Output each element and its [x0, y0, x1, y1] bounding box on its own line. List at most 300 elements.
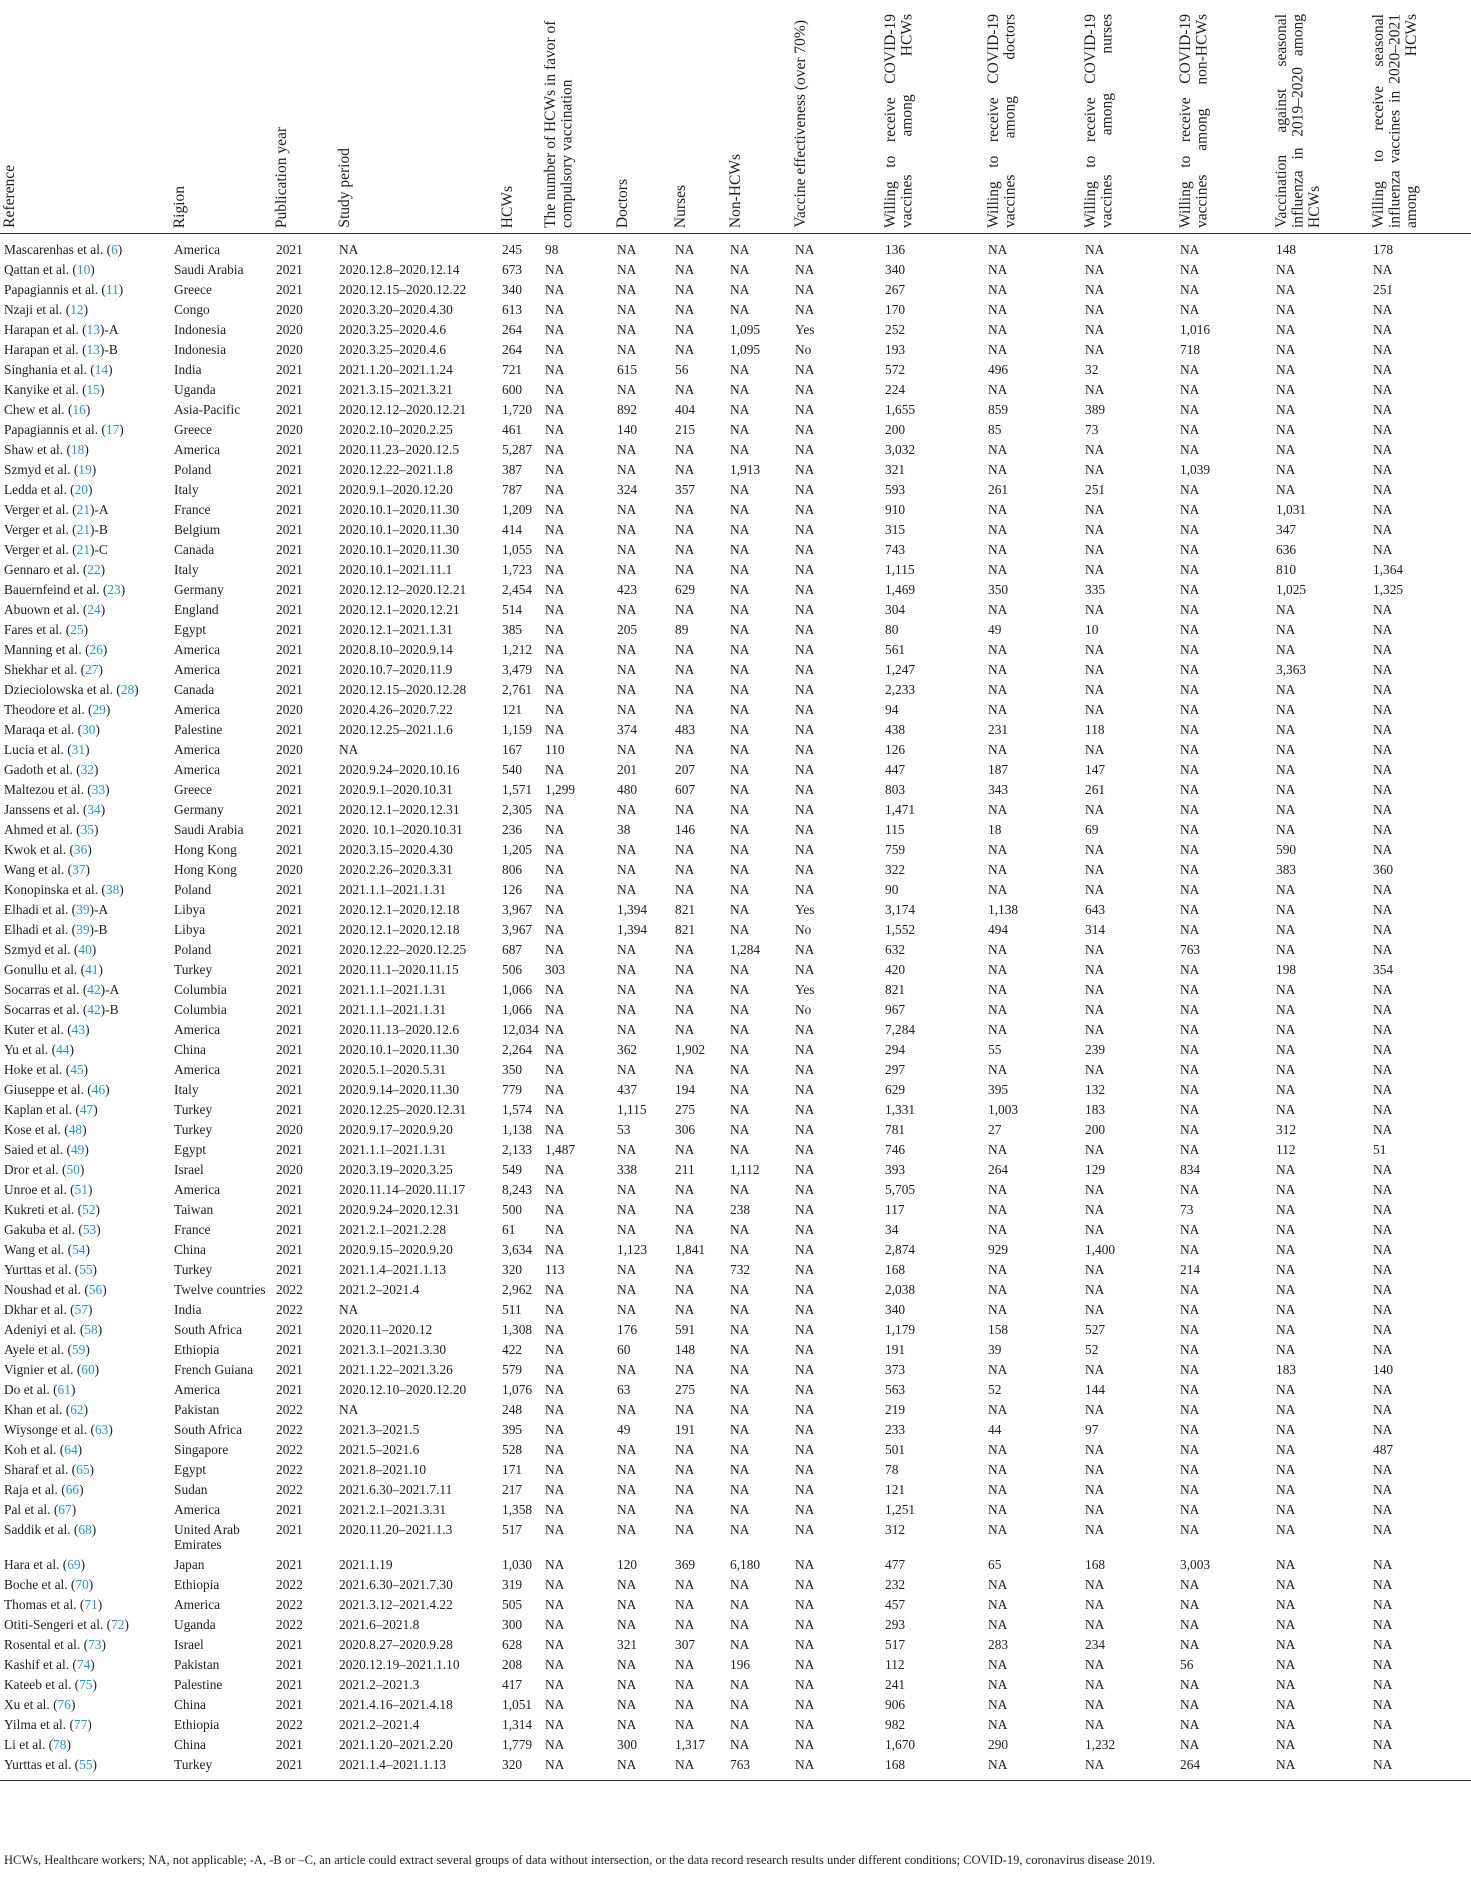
- table-cell: NA: [1373, 1577, 1393, 1592]
- citation-link[interactable]: 37: [72, 862, 86, 877]
- table-cell: 2020.3.20–2020.4.30: [339, 302, 453, 317]
- reference-cell: [0, 1675, 170, 1695]
- table-cell: NA: [617, 1282, 637, 1297]
- table-row: [0, 600, 1471, 620]
- table-cell: NA: [1276, 1222, 1296, 1237]
- table-cell: NA: [1373, 462, 1393, 477]
- table-cell: NA: [1085, 1502, 1105, 1517]
- citation-link[interactable]: 12: [70, 302, 84, 317]
- table-cell: 2020.9.15–2020.9.20: [339, 1242, 453, 1257]
- citation-link[interactable]: 14: [94, 362, 109, 377]
- table-cell: 2020.11.13–2020.12.6: [339, 1022, 460, 1037]
- citation-link[interactable]: 34: [87, 802, 101, 817]
- reference-author: Mascarenhas et al. (: [4, 242, 112, 257]
- region-cell: Uganda: [174, 382, 216, 397]
- table-cell: 643: [1085, 902, 1106, 917]
- table-cell: NA: [617, 1442, 637, 1457]
- table-cell: NA: [730, 1422, 750, 1437]
- table-cell: 168: [1085, 1557, 1106, 1572]
- citation-link[interactable]: 47: [79, 1102, 94, 1117]
- table-cell: NA: [545, 582, 565, 597]
- table-cell: 385: [502, 622, 523, 637]
- table-footnote: HCWs, Healthcare workers; NA, not applicable; -A, -B or –C, an article could extract several groups of data without intersection, or the data record research results under different conditions; COVID-19, coronavirus disease 2019.: [4, 1853, 1156, 1867]
- table-cell: NA: [795, 1597, 815, 1612]
- table-cell: 211: [675, 1162, 695, 1177]
- citation-link[interactable]: 23: [107, 582, 121, 597]
- table-cell: 2,233: [885, 682, 916, 697]
- table-cell: NA: [988, 1597, 1008, 1612]
- table-cell: NA: [795, 1557, 815, 1572]
- table-cell: 395: [502, 1422, 523, 1437]
- table-cell: NA: [675, 242, 695, 257]
- reference-author: Dkhar et al. (: [4, 1302, 75, 1317]
- table-cell: 90: [885, 882, 899, 897]
- table-cell: NA: [1085, 1577, 1105, 1592]
- table-row: [0, 1200, 1471, 1220]
- citation-link[interactable]: 35: [80, 822, 94, 837]
- table-cell: 2020: [276, 302, 303, 317]
- citation-link[interactable]: 76: [57, 1697, 71, 1712]
- table-cell: NA: [1373, 1657, 1393, 1672]
- table-cell: 85: [988, 422, 1002, 437]
- table-cell: 373: [885, 1362, 906, 1377]
- table-cell: NA: [988, 1482, 1008, 1497]
- table-cell: NA: [617, 282, 637, 297]
- table-cell: NA: [795, 522, 815, 537]
- table-cell: NA: [795, 802, 815, 817]
- citation-link[interactable]: 17: [105, 422, 120, 437]
- table-cell: 2021: [276, 1502, 303, 1517]
- region-cell: Belgium: [174, 522, 221, 537]
- reference-suffix: ): [83, 1402, 89, 1417]
- table-cell: NA: [1276, 422, 1296, 437]
- table-cell: NA: [1085, 642, 1105, 657]
- citation-link[interactable]: 13: [86, 342, 100, 357]
- reference-author: Nzaji et al. (: [4, 302, 71, 317]
- table-cell: NA: [545, 302, 565, 317]
- table-cell: 1,317: [675, 1737, 706, 1752]
- table-cell: NA: [1373, 1737, 1393, 1752]
- citation-link[interactable]: 19: [78, 462, 92, 477]
- table-cell: 2,264: [502, 1042, 533, 1057]
- citation-link[interactable]: 74: [76, 1657, 91, 1672]
- table-cell: NA: [675, 1697, 695, 1712]
- citation-link[interactable]: 72: [111, 1617, 125, 1632]
- table-cell: 275: [675, 1382, 696, 1397]
- reference-suffix: ): [91, 462, 97, 477]
- citation-link[interactable]: 21: [76, 522, 91, 537]
- table-cell: NA: [988, 342, 1008, 357]
- citation-link[interactable]: 51: [74, 1182, 89, 1197]
- table-cell: 2021.1.19: [339, 1557, 393, 1572]
- citation-link[interactable]: 50: [66, 1162, 80, 1177]
- region-cell: China: [174, 1242, 206, 1257]
- table-cell: NA: [545, 1502, 565, 1517]
- reference-author: Manning et al. (: [4, 642, 90, 657]
- citation-link[interactable]: 44: [56, 1042, 70, 1057]
- table-cell: 2020.10.7–2020.11.9: [339, 662, 453, 677]
- table-row: [0, 1120, 1471, 1140]
- table-row: [0, 1260, 1471, 1280]
- citation-link[interactable]: 67: [58, 1502, 72, 1517]
- table-cell: NA: [545, 522, 565, 537]
- table-cell: 191: [885, 1342, 906, 1357]
- citation-link[interactable]: 32: [80, 762, 94, 777]
- table-cell: NA: [988, 262, 1008, 277]
- table-cell: NA: [1276, 1522, 1296, 1537]
- citation-link[interactable]: 63: [94, 1422, 109, 1437]
- region-cell: America: [174, 442, 221, 457]
- table-row: [0, 620, 1471, 640]
- citation-link[interactable]: 45: [70, 1062, 84, 1077]
- reference-cell: [0, 1220, 170, 1240]
- region-cell: Germany: [174, 802, 224, 817]
- table-cell: NA: [1180, 862, 1200, 877]
- region-cell: India: [174, 1302, 202, 1317]
- citation-link[interactable]: 11: [105, 282, 119, 297]
- reference-suffix: ): [102, 642, 108, 657]
- table-row: [0, 1480, 1471, 1500]
- table-cell: 1,247: [885, 662, 916, 677]
- table-cell: NA: [675, 342, 695, 357]
- table-cell: NA: [675, 1302, 695, 1317]
- table-cell: 65: [988, 1557, 1002, 1572]
- table-cell: NA: [1085, 282, 1105, 297]
- reference-suffix: ): [85, 402, 91, 417]
- table-cell: NA: [795, 1362, 815, 1377]
- citation-link[interactable]: 40: [78, 942, 92, 957]
- table-cell: 170: [885, 302, 906, 317]
- citation-link[interactable]: 10: [76, 262, 91, 277]
- table-cell: 718: [1180, 342, 1201, 357]
- citation-link[interactable]: 46: [91, 1082, 106, 1097]
- table-cell: NA: [545, 1577, 565, 1592]
- table-cell: NA: [795, 642, 815, 657]
- table-cell: 2020.3.15–2020.4.30: [339, 842, 453, 857]
- reference-cell: [0, 1380, 170, 1400]
- citation-link[interactable]: 25: [70, 622, 84, 637]
- table-cell: 2020: [276, 1122, 303, 1137]
- table-cell: NA: [1180, 1022, 1200, 1037]
- reference-suffix: )-B: [90, 522, 108, 537]
- citation-link[interactable]: 65: [76, 1462, 90, 1477]
- region-cell: America: [174, 1062, 221, 1077]
- table-cell: 2021: [276, 1022, 303, 1037]
- reference-cell: [0, 640, 170, 660]
- table-cell: NA: [1180, 482, 1200, 497]
- table-cell: 2021: [276, 762, 303, 777]
- citation-link[interactable]: 16: [72, 402, 86, 417]
- table-cell: 2021.3–2021.5: [339, 1422, 420, 1437]
- table-cell: 343: [988, 782, 1009, 797]
- table-cell: 2021: [276, 382, 303, 397]
- table-cell: 293: [885, 1617, 906, 1632]
- reference-author: Kwok et al. (: [4, 842, 74, 857]
- reference-suffix: ): [66, 1737, 71, 1752]
- table-cell: NA: [988, 1617, 1008, 1632]
- table-cell: 2020: [276, 702, 303, 717]
- citation-link[interactable]: 60: [81, 1362, 95, 1377]
- citation-link[interactable]: 69: [67, 1557, 81, 1572]
- table-cell: 2021: [276, 802, 303, 817]
- citation-link[interactable]: 53: [82, 1222, 97, 1237]
- citation-link[interactable]: 22: [87, 562, 101, 577]
- table-cell: 806: [502, 862, 523, 877]
- table-cell: NA: [1276, 1697, 1296, 1712]
- table-cell: 140: [617, 422, 638, 437]
- citation-link[interactable]: 38: [105, 882, 120, 897]
- col-header-willing-nurses: Willing to receive COVID-19 vaccines among nurses: [1081, 6, 1176, 234]
- table-cell: NA: [1180, 1242, 1200, 1257]
- table-cell: NA: [730, 1442, 750, 1457]
- reference-author: Shekhar et al. (: [4, 662, 86, 677]
- table-cell: NA: [339, 242, 359, 257]
- table-cell: NA: [1373, 262, 1393, 277]
- reference-cell: [0, 380, 170, 400]
- citation-link[interactable]: 31: [71, 742, 86, 757]
- table-cell: 217: [502, 1482, 523, 1497]
- table-cell: NA: [730, 1577, 750, 1592]
- table-cell: NA: [545, 282, 565, 297]
- table-cell: 261: [1085, 782, 1106, 797]
- reference-author: Bauernfeind et al. (: [4, 582, 108, 597]
- table-row: [0, 1140, 1471, 1160]
- region-cell: America: [174, 762, 221, 777]
- table-cell: 572: [885, 362, 906, 377]
- citation-link[interactable]: 39: [76, 922, 90, 937]
- table-cell: NA: [675, 502, 695, 517]
- citation-link[interactable]: 59: [71, 1342, 86, 1357]
- region-cell: America: [174, 1597, 221, 1612]
- table-cell: 1,115: [885, 562, 915, 577]
- col-header-willing-doctors: Willing to receive COVID-19 vaccines among doctors: [984, 6, 1081, 234]
- reference-cell: [0, 1120, 170, 1140]
- citation-link[interactable]: 20: [74, 482, 89, 497]
- table-cell: 2020.12.22–2021.1.8: [339, 462, 453, 477]
- reference-author: Elhadi et al. (: [4, 902, 77, 917]
- table-cell: 267: [885, 282, 906, 297]
- table-cell: NA: [545, 562, 565, 577]
- table-cell: NA: [795, 1382, 815, 1397]
- table-cell: 2021: [276, 522, 303, 537]
- table-cell: NA: [1373, 822, 1393, 837]
- table-cell: NA: [988, 1677, 1008, 1692]
- citation-link[interactable]: 64: [64, 1442, 78, 1457]
- table-row: [0, 1440, 1471, 1460]
- table-cell: NA: [617, 862, 637, 877]
- citation-link[interactable]: 26: [89, 642, 103, 657]
- table-cell: NA: [1276, 902, 1296, 917]
- table-cell: 208: [502, 1657, 523, 1672]
- citation-link[interactable]: 66: [65, 1482, 80, 1497]
- citation-link[interactable]: 29: [92, 702, 106, 717]
- table-cell: NA: [1373, 1202, 1393, 1217]
- table-cell: NA: [730, 1122, 750, 1137]
- citation-link[interactable]: 54: [72, 1242, 86, 1257]
- table-cell: 2020: [276, 422, 303, 437]
- citation-link[interactable]: 43: [71, 1022, 86, 1037]
- table-cell: NA: [545, 1002, 565, 1017]
- citation-link[interactable]: 39: [76, 902, 90, 917]
- reference-cell: [0, 1140, 170, 1160]
- table-cell: 2021: [276, 1102, 303, 1117]
- citation-link[interactable]: 30: [82, 722, 96, 737]
- table-cell: NA: [988, 962, 1008, 977]
- table-cell: NA: [545, 1462, 565, 1477]
- reference-author: Koh et al. (: [4, 1442, 65, 1457]
- citation-link[interactable]: 55: [79, 1262, 93, 1277]
- table-cell: NA: [795, 782, 815, 797]
- citation-link[interactable]: 70: [75, 1577, 89, 1592]
- citation-link[interactable]: 68: [78, 1522, 92, 1537]
- table-cell: NA: [1276, 1382, 1296, 1397]
- table-cell: NA: [675, 1142, 695, 1157]
- table-cell: NA: [675, 882, 695, 897]
- citation-link[interactable]: 71: [84, 1597, 98, 1612]
- reference-cell: [0, 720, 170, 740]
- table-cell: NA: [617, 962, 637, 977]
- region-cell: Canada: [174, 682, 215, 697]
- table-row: [0, 1160, 1471, 1180]
- table-cell: NA: [988, 1062, 1008, 1077]
- table-cell: NA: [1276, 1677, 1296, 1692]
- region-cell: Poland: [174, 462, 212, 477]
- citation-link[interactable]: 27: [85, 662, 99, 677]
- table-row: [0, 1180, 1471, 1200]
- table-cell: NA: [675, 662, 695, 677]
- table-cell: 300: [617, 1737, 638, 1752]
- table-cell: NA: [1085, 442, 1105, 457]
- table-cell: NA: [675, 1402, 695, 1417]
- citation-link[interactable]: 42: [87, 982, 101, 997]
- reference-suffix: ): [87, 1717, 92, 1732]
- table-cell: NA: [1085, 802, 1105, 817]
- reference-suffix: ): [84, 1142, 89, 1157]
- citation-link[interactable]: 21: [76, 542, 91, 557]
- table-row: [0, 960, 1471, 980]
- citation-link[interactable]: 18: [70, 442, 85, 457]
- region-cell: Greece: [174, 282, 212, 297]
- table-cell: NA: [988, 282, 1008, 297]
- reference-cell: [0, 1040, 170, 1060]
- table-cell: NA: [617, 1462, 637, 1477]
- table-cell: NA: [988, 1462, 1008, 1477]
- table-row: [0, 1020, 1471, 1040]
- citation-link[interactable]: 28: [120, 682, 135, 697]
- table-cell: 2021: [276, 1657, 303, 1672]
- citation-link[interactable]: 52: [82, 1202, 96, 1217]
- table-cell: 369: [675, 1557, 696, 1572]
- citation-link[interactable]: 77: [73, 1717, 88, 1732]
- table-cell: NA: [1180, 1502, 1200, 1517]
- citation-link[interactable]: 41: [85, 962, 99, 977]
- table-row: [0, 1360, 1471, 1380]
- citation-link[interactable]: 42: [87, 1002, 101, 1017]
- table-cell: 2020.11.23–2020.12.5: [339, 442, 460, 457]
- table-cell: 2021: [276, 1242, 303, 1257]
- table-cell: NA: [1085, 1442, 1105, 1457]
- citation-link[interactable]: 13: [86, 322, 100, 337]
- table-cell: NA: [617, 942, 637, 957]
- table-cell: NA: [1085, 1677, 1105, 1692]
- reference-suffix: ): [95, 722, 100, 737]
- table-cell: NA: [675, 802, 695, 817]
- table-cell: NA: [1180, 382, 1200, 397]
- citation-link[interactable]: 33: [91, 782, 106, 797]
- table-cell: 2022: [276, 1302, 303, 1317]
- citation-link[interactable]: 49: [70, 1142, 85, 1157]
- table-cell: 2021: [276, 562, 303, 577]
- table-cell: NA: [545, 922, 565, 937]
- table-cell: NA: [1180, 1142, 1200, 1157]
- table-cell: 1,076: [502, 1382, 533, 1397]
- citation-link[interactable]: 56: [88, 1282, 103, 1297]
- citation-link[interactable]: 24: [87, 602, 101, 617]
- reference-author: Yurttas et al. (: [4, 1757, 80, 1772]
- citation-link[interactable]: 73: [88, 1637, 102, 1652]
- table-cell: NA: [545, 762, 565, 777]
- table-cell: Yes: [795, 902, 815, 917]
- citation-link[interactable]: 36: [73, 842, 88, 857]
- citation-link[interactable]: 58: [84, 1322, 98, 1337]
- table-cell: NA: [545, 1382, 565, 1397]
- region-cell: Columbia: [174, 1002, 227, 1017]
- table-cell: 147: [1085, 762, 1106, 777]
- citation-link[interactable]: 6: [111, 242, 118, 257]
- citation-link[interactable]: 62: [70, 1402, 84, 1417]
- table-cell: NA: [1276, 602, 1296, 617]
- table-cell: 2021.1.1–2021.1.31: [339, 1002, 447, 1017]
- table-cell: NA: [1180, 1462, 1200, 1477]
- table-cell: 743: [885, 542, 906, 557]
- table-cell: NA: [730, 302, 750, 317]
- table-cell: NA: [1085, 1302, 1105, 1317]
- citation-link[interactable]: 75: [79, 1677, 93, 1692]
- table-cell: 892: [617, 402, 638, 417]
- reference-author: Gakuba et al. (: [4, 1222, 83, 1237]
- citation-link[interactable]: 57: [74, 1302, 89, 1317]
- table-cell: 120: [617, 1557, 638, 1572]
- table-cell: NA: [1180, 1222, 1200, 1237]
- table-cell: NA: [730, 982, 750, 997]
- table-row: [0, 360, 1471, 380]
- table-row: [0, 520, 1471, 540]
- citation-link[interactable]: 15: [86, 382, 100, 397]
- citation-link[interactable]: 48: [68, 1122, 83, 1137]
- reference-cell: [0, 1360, 170, 1380]
- table-cell: 112: [885, 1657, 905, 1672]
- region-cell: Palestine: [174, 722, 223, 737]
- table-cell: NA: [730, 1717, 750, 1732]
- citation-link[interactable]: 21: [76, 502, 91, 517]
- table-cell: 136: [885, 242, 906, 257]
- reference-author: Gennaro et al. (: [4, 562, 88, 577]
- table-cell: NA: [1180, 1422, 1200, 1437]
- citation-link[interactable]: 55: [79, 1757, 93, 1772]
- table-cell: 2021.1.20–2021.1.24: [339, 362, 453, 377]
- table-cell: NA: [730, 482, 750, 497]
- table-cell: NA: [1373, 1222, 1393, 1237]
- table-cell: NA: [1373, 1022, 1393, 1037]
- table-cell: NA: [545, 942, 565, 957]
- table-cell: NA: [545, 1102, 565, 1117]
- table-cell: 404: [675, 402, 696, 417]
- citation-link[interactable]: 78: [53, 1737, 67, 1752]
- table-cell: NA: [675, 1757, 695, 1772]
- table-cell: 89: [675, 622, 689, 637]
- citation-link[interactable]: 61: [57, 1382, 71, 1397]
- table-cell: 1,016: [1180, 322, 1211, 337]
